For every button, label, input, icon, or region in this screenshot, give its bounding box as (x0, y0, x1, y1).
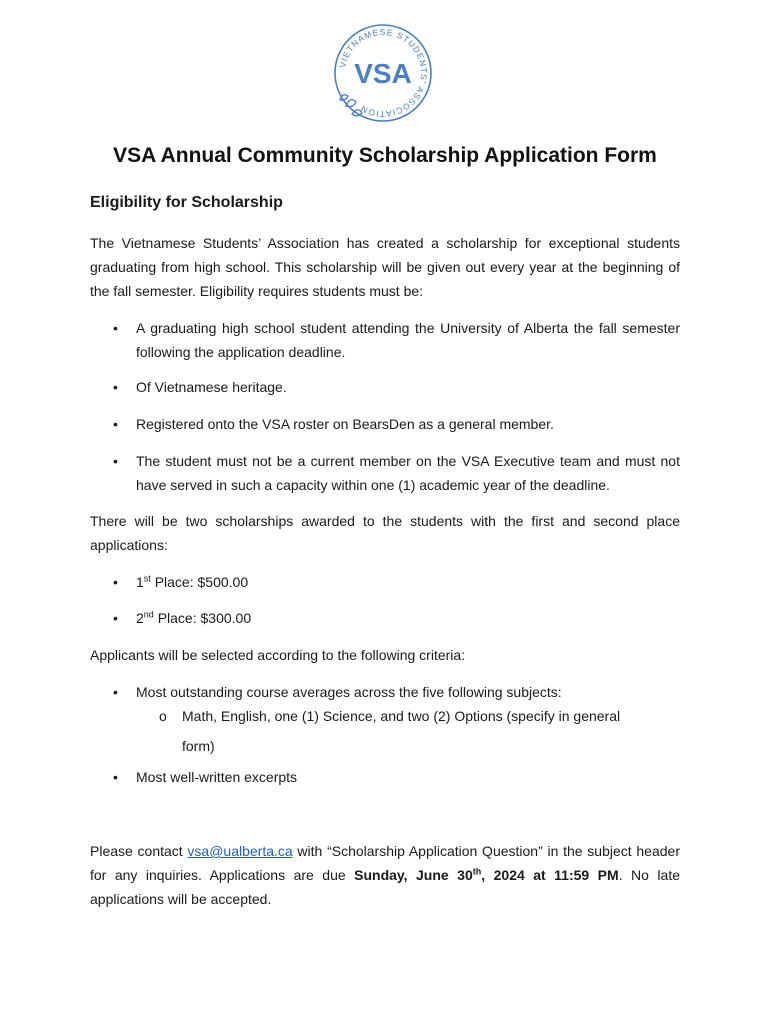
contact-mid: with “Scholarship Application Question” in the subject header for any inquiries. Applications are due (90, 843, 680, 883)
award-first-num: 1 (136, 574, 144, 590)
award-second-text: Place: $300.00 (153, 610, 252, 626)
bullet-text: Most outstanding course averages across the five following subjects: (136, 684, 562, 700)
sub-bullet-line1: Math, English, one (1) Science, and two (2) Options (specify in general (182, 708, 621, 724)
contact-paragraph (90, 839, 680, 911)
eligibility-bullet (113, 412, 680, 436)
bullet-text: Registered onto the VSA roster on BearsDen as a general member. (136, 416, 554, 432)
vsa-logo (330, 20, 436, 126)
due-date-rest: , 2024 at 11:59 PM (481, 867, 619, 883)
sub-bullet-glyph: o (159, 708, 167, 724)
due-date-day: Sunday, June 30 (354, 867, 473, 883)
criteria-intro: Applicants will be selected according to the following criteria: (90, 647, 466, 663)
bullet-glyph: • (113, 574, 118, 590)
eligibility-heading: Eligibility for Scholarship (90, 194, 283, 211)
award-second (113, 606, 680, 630)
award-first-text: Place: $500.00 (150, 574, 249, 590)
eligibility-intro: The Vietnamese Students’ Association has created a scholarship for exceptional students graduating from high school. This scholarship will be given out every year at the beginning of the fall semester. Eligibility requires students must be: (90, 235, 680, 299)
logo-ring-text: VIETNAMESE STUDENTS' ASSOCIATION (337, 26, 430, 120)
logo-center-text: VSA (354, 58, 412, 89)
bullet-text: A graduating high school student attending the University of Alberta the fall semester following the application deadline. (136, 320, 680, 360)
criteria-sub-bullet (159, 701, 649, 761)
sub-bullet-line2: form) (182, 738, 215, 754)
bullet-glyph: • (113, 416, 118, 432)
bullet-glyph: • (113, 684, 118, 700)
eligibility-bullet (113, 375, 680, 399)
bullet-text: Most well-written excerpts (136, 769, 298, 785)
eligibility-bullet (113, 316, 680, 364)
award-first-sup: st (143, 573, 151, 584)
criteria-bullet (113, 765, 680, 789)
bullet-glyph: • (113, 379, 118, 395)
due-date-sup: th (472, 866, 482, 877)
bullet-glyph: • (113, 769, 118, 785)
contact-email-link[interactable]: vsa@ualberta.ca (187, 843, 293, 859)
bullet-glyph: • (113, 610, 118, 626)
bullet-text: The student must not be a current member on the VSA Executive team and must not have served in such a capacity within one (1) academic year of the deadline. (136, 453, 680, 493)
award-first (113, 570, 680, 594)
awards-intro: There will be two scholarships awarded to the students with the first and second place applications: (90, 513, 680, 553)
contact-suffix: . No late applications will be accepted. (90, 867, 681, 907)
page-title: VSA Annual Community Scholarship Application Form (113, 144, 657, 167)
bullet-text: Of Vietnamese heritage. (136, 379, 287, 395)
eligibility-bullet (113, 449, 680, 497)
bullet-glyph: • (113, 453, 118, 469)
lotus-icon (340, 95, 362, 116)
award-second-sup: nd (143, 609, 154, 620)
award-second-num: 2 (136, 610, 144, 626)
bullet-glyph: • (113, 320, 118, 336)
contact-prefix: Please contact (90, 843, 188, 859)
